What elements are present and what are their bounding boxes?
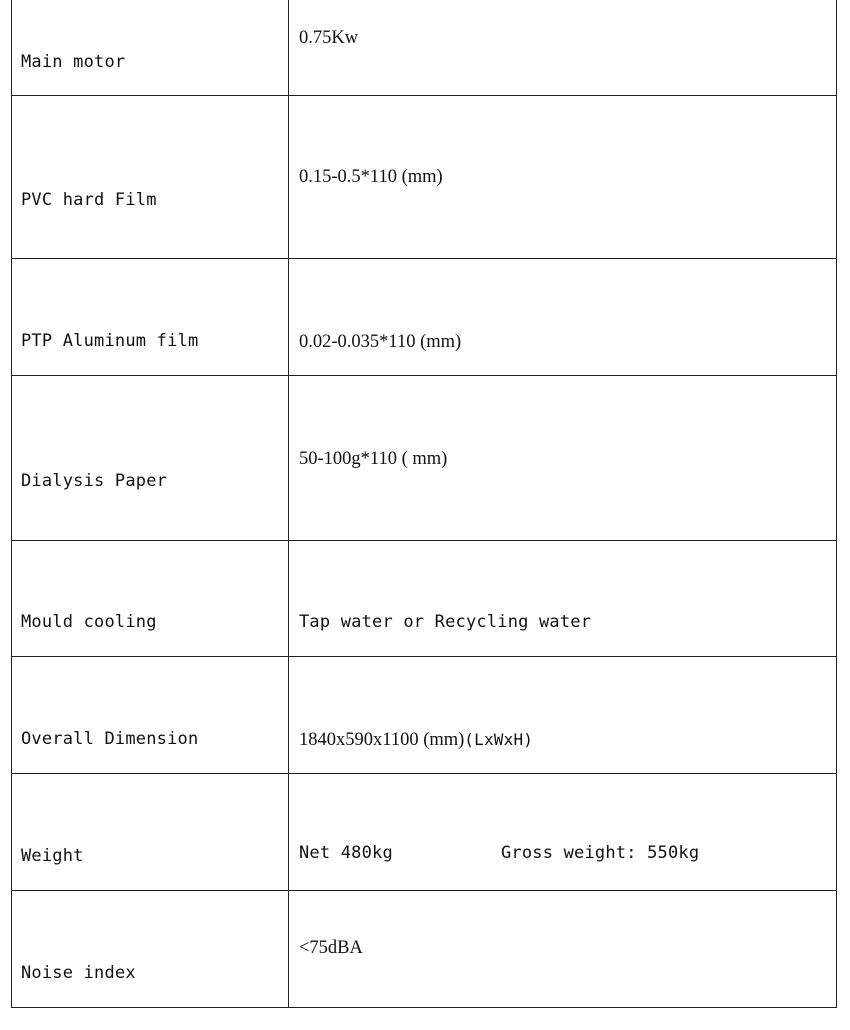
label-cell xyxy=(12,891,289,1007)
row-label: PVC hard Film xyxy=(21,190,157,210)
net-weight-value: Net 480kg xyxy=(299,843,393,863)
table-row xyxy=(11,657,837,774)
dimension-value: 1840x590x1100 (mm) xyxy=(299,730,465,750)
gross-weight-value: Gross weight: 550kg xyxy=(501,843,700,863)
value-cell xyxy=(289,891,836,1007)
row-value: 0.15-0.5*110 (mm) xyxy=(299,167,443,187)
row-value: 0.02-0.035*110 (mm) xyxy=(299,332,462,352)
table-row xyxy=(11,259,837,376)
label-cell xyxy=(12,0,289,95)
table-row xyxy=(11,891,837,1008)
row-value: Tap water or Recycling water xyxy=(299,612,592,632)
table-row xyxy=(11,0,837,96)
row-label: Noise index xyxy=(21,963,136,983)
specification-table xyxy=(11,0,837,1008)
value-cell xyxy=(289,0,836,95)
value-cell xyxy=(289,774,836,890)
table-row xyxy=(11,376,837,541)
row-label: Overall Dimension xyxy=(21,729,199,749)
label-cell xyxy=(12,774,289,890)
row-label: Weight xyxy=(21,846,84,866)
row-label: PTP Aluminum film xyxy=(21,331,199,351)
table-row xyxy=(11,541,837,657)
value-cell xyxy=(289,96,836,258)
row-value: 0.75Kw xyxy=(299,28,359,48)
dimension-suffix: (LxWxH) xyxy=(464,730,534,749)
row-label: Main motor xyxy=(21,52,126,72)
value-cell xyxy=(289,657,836,773)
row-value xyxy=(299,731,533,750)
label-cell xyxy=(12,376,289,540)
value-cell xyxy=(289,376,836,540)
table-row xyxy=(11,774,837,891)
row-label: Mould cooling xyxy=(21,612,157,632)
value-cell xyxy=(289,259,836,375)
row-value: 50-100g*110 ( mm) xyxy=(299,449,448,469)
row-value: <75dBA xyxy=(299,938,363,958)
label-cell xyxy=(12,96,289,258)
row-label: Dialysis Paper xyxy=(21,471,168,491)
label-cell xyxy=(12,657,289,773)
table-row xyxy=(11,96,837,259)
value-cell xyxy=(289,541,836,656)
label-cell xyxy=(12,259,289,375)
label-cell xyxy=(12,541,289,656)
